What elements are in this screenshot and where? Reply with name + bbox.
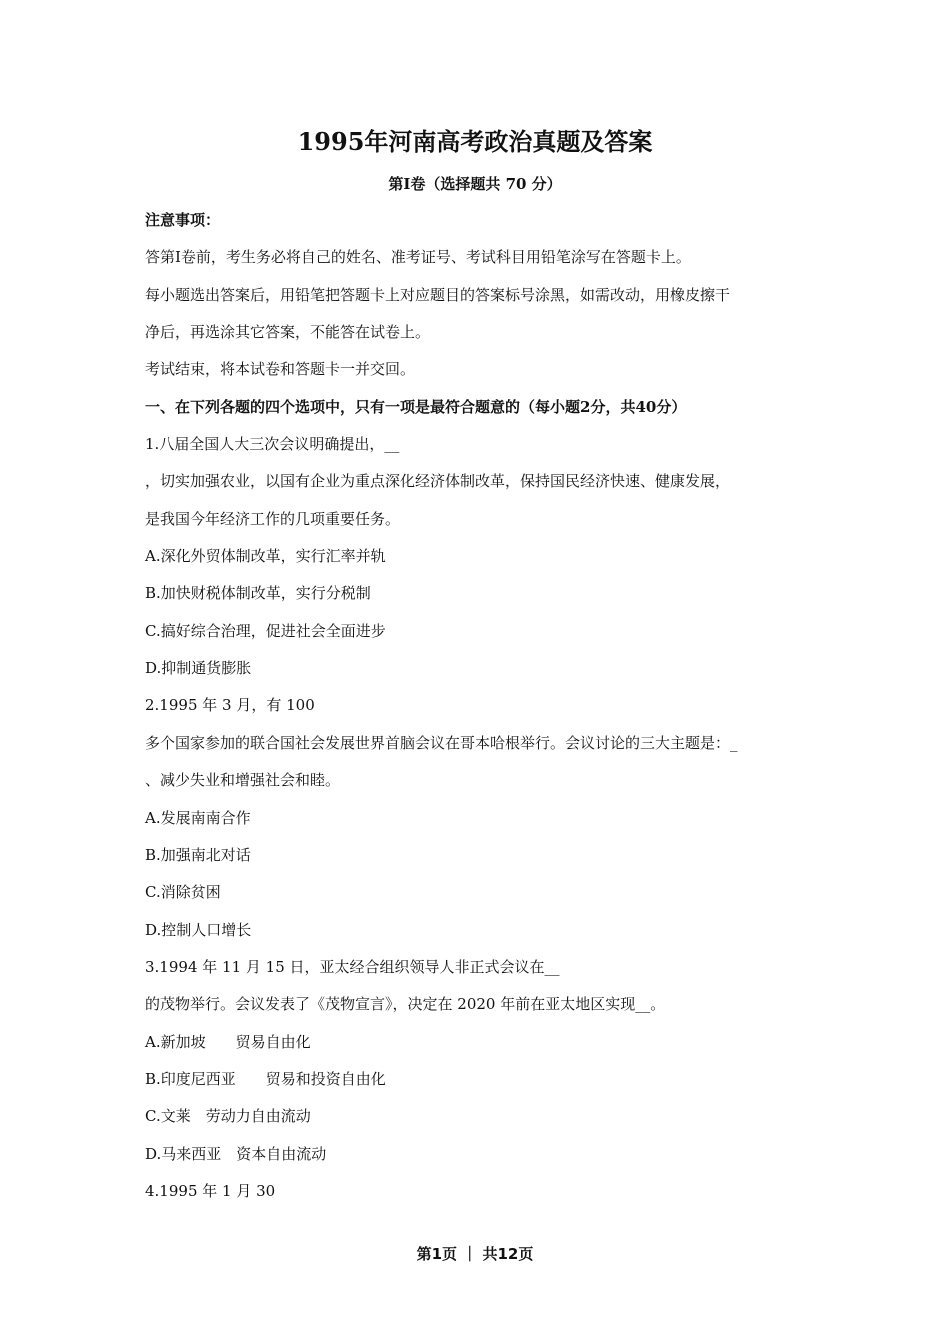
text-line: 考试结束，将本试卷和答题卡一并交回。 bbox=[145, 360, 416, 379]
section-subtitle: 第Ⅰ卷（选择题共 70 分） bbox=[388, 175, 562, 193]
text-line: 4.1995 年 1 月 30 bbox=[145, 1181, 276, 1200]
text-line: B.加强南北对话 bbox=[145, 845, 251, 864]
text-line: D.抑制通货膨胀 bbox=[145, 659, 252, 678]
text-line: C.消除贫困 bbox=[145, 883, 221, 902]
document-title: 1995年河南高考政治真题及答案 bbox=[297, 127, 653, 156]
text-line: D.控制人口增长 bbox=[145, 920, 252, 939]
text-line: 是我国今年经济工作的几项重要任务。 bbox=[145, 509, 401, 528]
text-line: 、减少失业和增强社会和睦。 bbox=[145, 771, 341, 790]
text-line: 1.八届全国人大三次会议明确提出，__ bbox=[145, 435, 400, 454]
text-line: 多个国家参加的联合国社会发展世界首脑会议在哥本哈根举行。会议讨论的三大主题是：_ bbox=[145, 733, 738, 752]
text-line: 答第Ⅰ卷前，考生务必将自己的姓名、准考证号、考试科目用铅笔涂写在答题卡上。 bbox=[145, 248, 691, 267]
document-body bbox=[145, 202, 825, 1210]
text-line: 3.1994 年 11 月 15 日，亚太经合组织领导人非正式会议在__ bbox=[145, 957, 560, 976]
text-line: B.加快财税体制改革，实行分税制 bbox=[145, 584, 371, 603]
text-line: 净后，再选涂其它答案，不能答在试卷上。 bbox=[145, 323, 431, 342]
text-line: 的茂物举行。会议发表了《茂物宣言》，决定在 2020 年前在亚太地区实现__。 bbox=[145, 995, 666, 1014]
section-heading: 一、在下列各题的四个选项中，只有一项是最符合题意的（每小题2分，共40分） bbox=[145, 397, 687, 416]
text-line: C.搞好综合治理，促进社会全面进步 bbox=[145, 621, 386, 640]
text-line: C.文莱 劳动力自由流动 bbox=[145, 1107, 311, 1126]
section-heading: 注意事项： bbox=[145, 211, 221, 229]
text-line: 2.1995 年 3 月，有 100 bbox=[145, 696, 315, 715]
text-line: ，切实加强农业，以国有企业为重点深化经济体制改革，保持国民经济快速、健康发展， bbox=[145, 472, 731, 491]
text-line: A.新加坡 贸易自由化 bbox=[145, 1032, 311, 1051]
page-footer: 第1页 ｜ 共12页 bbox=[416, 1245, 534, 1263]
text-line: B.印度尼西亚 贸易和投资自由化 bbox=[145, 1069, 386, 1088]
text-line: A.深化外贸体制改革，实行汇率并轨 bbox=[145, 547, 386, 566]
text-line: 每小题选出答案后，用铅笔把答题卡上对应题目的答案标号涂黑，如需改动，用橡皮擦干 bbox=[145, 285, 731, 304]
text-line: A.发展南南合作 bbox=[145, 808, 251, 827]
text-line: D.马来西亚 资本自由流动 bbox=[145, 1144, 327, 1163]
